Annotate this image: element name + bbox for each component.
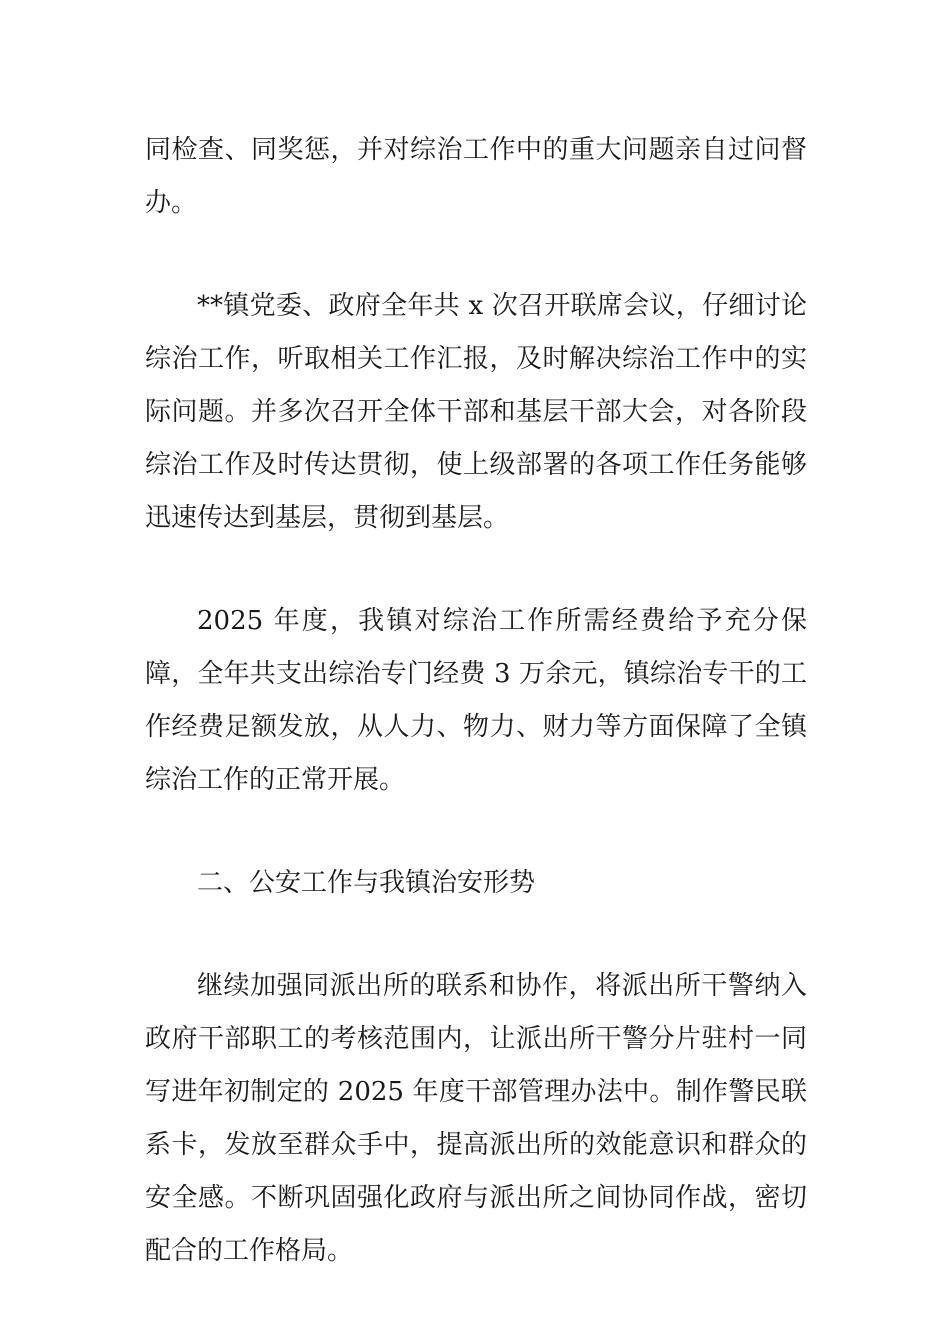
paragraph-joint-meetings: **镇党委、政府全年共 x 次召开联席会议，仔细讨论综治工作，听取相关工作汇报，及时解决综治工作中的实际问题。并多次召开全体干部和基层干部大会，对各阶段综治工作及时传达贯彻，使上级部署的各项工作任务能够迅速传达到基层，贯彻到基层。	[145, 291, 807, 533]
section-heading-public-security: 二、公安工作与我镇治安形势	[197, 868, 536, 898]
paragraph-continuation: 同检查、同奖惩，并对综治工作中的重大问题亲自过问督办。	[145, 135, 807, 218]
paragraph-police-cooperation: 继续加强同派出所的联系和协作，将派出所干警纳入政府干部职工的考核范围内，让派出所干警分片驻村一同写进年初制定的 2025 年度干部管理办法中。制作警民联系卡，发放至群众手中，提高派出所的效能意识和群众的安全感。不断巩固强化政府与派出所之间协同作战，密切配合的工作格局。	[145, 971, 807, 1266]
paragraph-funding: 2025 年度，我镇对综治工作所需经费给予充分保障，全年共支出综治专门经费 3 万余元，镇综治专干的工作经费足额发放，从人力、物力、财力等方面保障了全镇综治工作的正常开展。	[145, 606, 807, 795]
document-body	[145, 124, 807, 1328]
